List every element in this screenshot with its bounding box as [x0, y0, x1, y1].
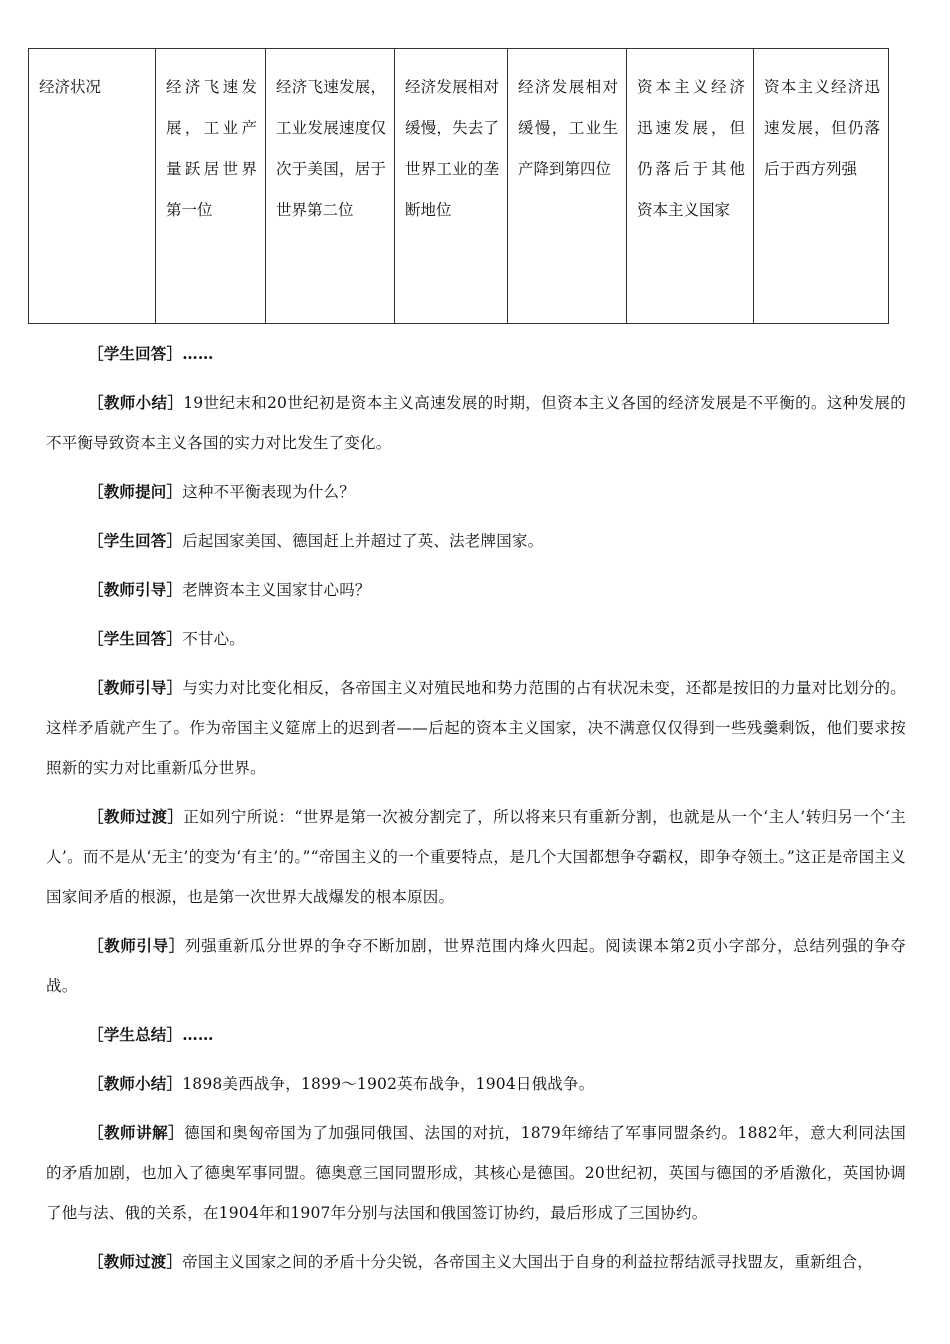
- speaker-tag: ［学生总结］: [88, 1025, 183, 1044]
- paragraph-text: 这种不平衡表现为什么？: [182, 483, 355, 501]
- dialogue-paragraph: [46, 521, 906, 561]
- speaker-tag: ［学生回答］: [88, 531, 183, 550]
- speaker-tag: ［教师过渡］: [88, 807, 184, 826]
- paragraph-text: 1898美西战争，1899～1902英布战争，1904日俄战争。: [182, 1075, 595, 1093]
- paragraph-text: 不甘心。: [182, 630, 246, 648]
- cell-france: 经济发展相对缓慢，工业生产降到第四位: [508, 49, 627, 324]
- dialogue-paragraph: [46, 472, 906, 512]
- economy-comparison-table: [28, 48, 889, 324]
- paragraph-text: 19世纪末和20世纪初是资本主义高速发展的时期，但资本主义各国的经济发展是不平衡的。这种发展的不平衡导致资本主义各国的实力对比发生了变化。: [46, 394, 906, 452]
- dialogue-paragraph: [46, 926, 906, 1006]
- dialogue-paragraph: [46, 334, 906, 374]
- dialogue-paragraph: [46, 570, 906, 610]
- dialogue-paragraph: [46, 1064, 906, 1104]
- dialogue-paragraph: [46, 619, 906, 659]
- paragraph-text: 帝国主义国家之间的矛盾十分尖锐，各帝国主义大国出于自身的利益拉帮结派寻找盟友，重新组合，: [182, 1253, 874, 1271]
- paragraph-text: 与实力对比变化相反，各帝国主义对殖民地和势力范围的占有状况未变，还都是按旧的力量对比划分的。这样矛盾就产生了。作为帝国主义筵席上的迟到者——后起的资本主义国家，决不满意仅仅得到一些残羹剩饭，他们要求按照新的实力对比重新瓜分世界。: [46, 679, 906, 777]
- paragraph-text: ……: [182, 1025, 214, 1044]
- speaker-tag: ［学生回答］: [88, 344, 183, 363]
- paragraph-text: ……: [182, 344, 214, 363]
- dialogue-paragraph: [46, 1242, 906, 1282]
- speaker-tag: ［教师引导］: [88, 936, 185, 955]
- dialogue-paragraph: [46, 1015, 906, 1055]
- dialogue-paragraph: [46, 668, 906, 788]
- paragraph-text: 老牌资本主义国家甘心吗？: [182, 581, 371, 599]
- row-label-economy: 经济状况: [29, 49, 156, 324]
- speaker-tag: ［教师引导］: [88, 580, 183, 599]
- paragraph-text: 后起国家美国、德国赶上并超过了英、法老牌国家。: [182, 532, 544, 550]
- cell-japan: 资本主义经济迅速发展，但仍落后于西方列强: [754, 49, 889, 324]
- paragraph-text: 德国和奥匈帝国为了加强同俄国、法国的对抗，1879年缔结了军事同盟条约。1882年，意大利同法国的矛盾加剧，也加入了德奥军事同盟。德奥意三国同盟形成，其核心是德国。20世纪初，英国与德国的矛盾激化，英国协调了他与法、俄的关系，在1904年和1907年分别与法国和俄国签订协约，最后形成了三国协约。: [46, 1124, 906, 1222]
- cell-russia: 资本主义经济迅速发展，但仍落后于其他资本主义国家: [627, 49, 754, 324]
- table-row: [29, 49, 889, 324]
- cell-britain: 经济发展相对缓慢，失去了世界工业的垄断地位: [395, 49, 508, 324]
- paragraph-text: 列强重新瓜分世界的争夺不断加剧，世界范围内烽火四起。阅读课本第2页小字部分，总结列强的争夺战。: [46, 937, 906, 995]
- speaker-tag: ［教师讲解］: [88, 1123, 185, 1142]
- speaker-tag: ［教师小结］: [88, 1074, 183, 1093]
- speaker-tag: ［教师过渡］: [88, 1252, 183, 1271]
- speaker-tag: ［教师小结］: [88, 393, 184, 412]
- speaker-tag: ［学生回答］: [88, 629, 183, 648]
- paragraph-text: 正如列宁所说：“世界是第一次被分割完了，所以将来只有重新分割，也就是从一个‘主人’转归另一个‘主人’。而不是从‘无主’的变为‘有主’的。”“帝国主义的一个重要特点，是几个大国都想争夺霸权，即争夺领土。”这正是帝国主义国家间矛盾的根源，也是第一次世界大战爆发的根本原因。: [46, 808, 907, 906]
- dialogue-paragraph: [46, 1113, 906, 1233]
- dialogue-paragraph: [46, 383, 906, 463]
- speaker-tag: ［教师引导］: [88, 678, 183, 697]
- dialogue-paragraph: [46, 797, 906, 917]
- cell-usa: 经济飞速发展，工业产量跃居世界第一位: [156, 49, 266, 324]
- cell-germany: 经济飞速发展，工业发展速度仅次于美国，居于世界第二位: [266, 49, 395, 324]
- dialogue-section: [46, 334, 906, 1291]
- speaker-tag: ［教师提问］: [88, 482, 183, 501]
